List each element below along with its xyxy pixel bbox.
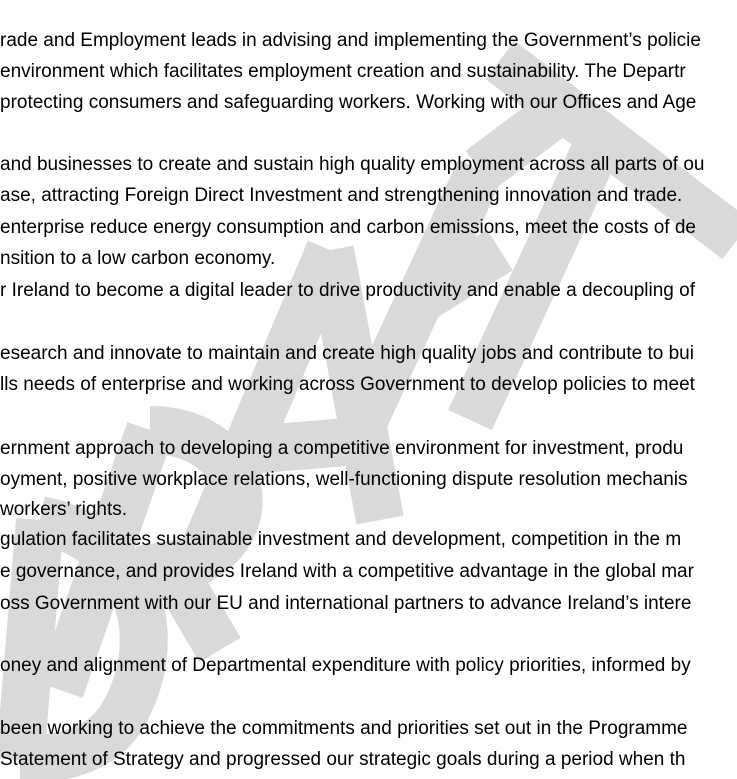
text-line: and businesses to create and sustain high quality employment across all parts of ou [0,154,705,175]
text-line: esearch and innovate to maintain and create high quality jobs and contribute to bui [0,343,694,364]
text-line: protecting consumers and safeguarding workers. Working with our Offices and Age [0,92,697,113]
text-line: lls needs of enterprise and working across Government to develop policies to meet [0,374,695,395]
text-line: e governance, and provides Ireland with a competitive advantage in the global mar [0,561,694,582]
text-line: enterprise reduce energy consumption and carbon emissions, meet the costs of de [0,217,696,238]
text-line: gulation facilitates sustainable investment and development, competition in the m [0,529,682,550]
text-line: ase, attracting Foreign Direct Investment and strengthening innovation and trade. [0,185,683,206]
text-line: oney and alignment of Departmental expenditure with policy priorities, informed by [0,655,691,676]
text-line: ernment approach to developing a competitive environment for investment, produ [0,438,684,459]
text-line: environment which facilitates employment creation and sustainability. The Departr [0,61,686,82]
text-line: workers’ rights. [0,499,128,520]
text-line: oyment, positive workplace relations, well-functioning dispute resolution mechanis [0,469,688,490]
text-line: nsition to a low carbon economy. [0,248,276,269]
text-line: been working to achieve the commitments and priorities set out in the Programme [0,718,688,739]
text-line: r Ireland to become a digital leader to drive productivity and enable a decoupling of [0,280,695,301]
text-line: Statement of Strategy and progressed our strategic goals during a period when th [0,749,686,770]
text-line: rade and Employment leads in advising and implementing the Government’s policie [0,30,701,51]
text-line: oss Government with our EU and international partners to advance Ireland’s intere [0,593,692,614]
